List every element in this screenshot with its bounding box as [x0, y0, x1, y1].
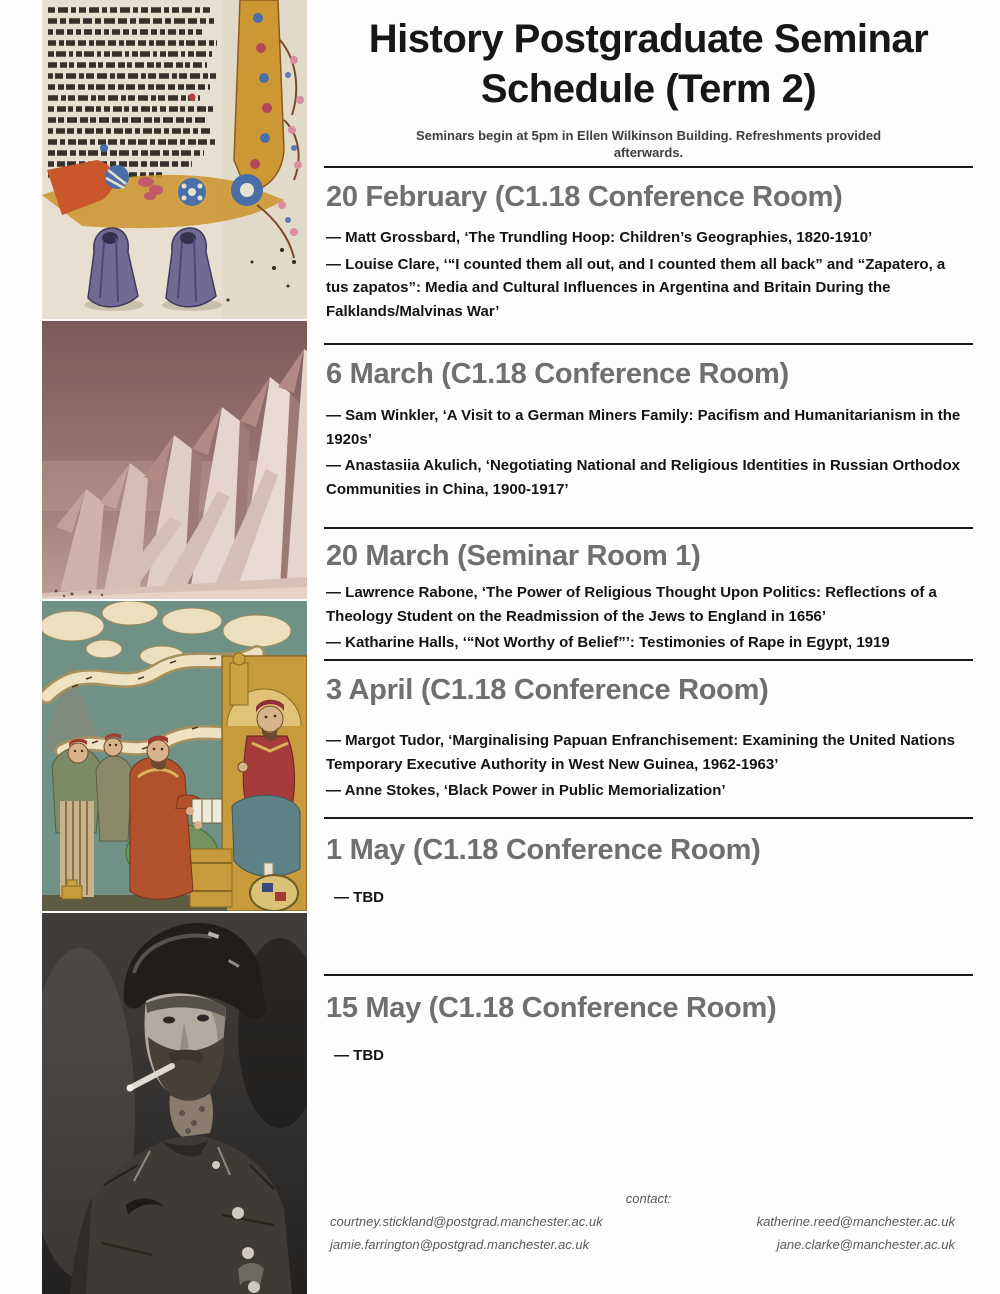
email-link-katherine[interactable]: katherine.reed@manchester.ac.uk: [756, 1214, 955, 1229]
seminar-item: — TBD: [334, 1047, 384, 1064]
section-items-3-april: [326, 729, 971, 806]
email-link-jamie[interactable]: jamie.farrington@postgrad.manchester.ac.uk: [330, 1237, 590, 1252]
woodcut-print-art: [42, 601, 307, 911]
section-items-20-february: [326, 226, 971, 326]
section-items-6-march: [326, 404, 971, 504]
woodcut-print-image: [42, 601, 307, 911]
contact-emails-left: [330, 1210, 603, 1256]
image-column: [42, 0, 307, 1294]
seminar-item: — Anne Stokes, ‘Black Power in Public Memorialization’: [326, 782, 726, 799]
seminar-item: — Margot Tudor, ‘Marginalising Papuan Enfranchisement: Examining the United Nations Temporary Executive Authority in West New Guinea, 1962-1963’: [326, 732, 955, 773]
section-heading-15-may: 15 May (C1.18 Conference Room): [326, 992, 777, 1024]
email-link-jane[interactable]: jane.clarke@manchester.ac.uk: [776, 1237, 955, 1252]
illuminated-manuscript-art: [42, 0, 307, 319]
section-heading-6-march: 6 March (C1.18 Conference Room): [326, 358, 789, 390]
section-divider: [324, 817, 973, 819]
section-divider: [324, 974, 973, 976]
contact-emails-right: [757, 1210, 955, 1256]
section-heading-3-april: 3 April (C1.18 Conference Room): [326, 674, 769, 706]
section-divider: [324, 166, 973, 168]
concrete-architecture-image: [42, 321, 307, 599]
seminar-item: — TBD: [334, 889, 384, 906]
section-divider: [324, 659, 973, 661]
section-items-1-may: [326, 886, 979, 913]
section-items-15-may: [326, 1044, 979, 1071]
section-items-20-march: [326, 581, 971, 658]
illuminated-manuscript-image: [42, 0, 307, 319]
contact-label: contact:: [625, 1191, 672, 1206]
subtitle-line-2: afterwards.: [613, 145, 684, 160]
page-title-line-2: Schedule (Term 2): [480, 67, 817, 111]
subtitle-line-1: Seminars begin at 5pm in Ellen Wilkinson Building. Refreshments provided: [415, 128, 882, 143]
email-link-courtney[interactable]: courtney.stickland@postgrad.manchester.ac.uk: [330, 1214, 603, 1229]
seminar-item: — Anastasiia Akulich, ‘Negotiating National and Religious Identities in Russian Orthodox Communities in China, 1900-1917’: [326, 457, 960, 498]
subtitle: [324, 127, 973, 161]
section-divider: [324, 343, 973, 345]
schedule-content: [324, 0, 973, 1294]
seminar-item: — Sam Winkler, ‘A Visit to a German Miners Family: Pacifism and Humanitarianism in the 1920s’: [326, 407, 961, 448]
section-heading-1-may: 1 May (C1.18 Conference Room): [326, 834, 761, 866]
page-title: [324, 14, 973, 114]
section-heading-20-march: 20 March (Seminar Room 1): [326, 540, 701, 572]
seminar-item: — Lawrence Rabone, ‘The Power of Religious Thought Upon Politics: Reflections of a Theology Student on the Readmission of the Jews to England in 1656’: [326, 584, 937, 625]
page-title-line-1: History Postgraduate Seminar: [368, 17, 929, 61]
concrete-architecture-art: [42, 321, 307, 599]
seminar-item: — Katharine Halls, ‘“Not Worthy of Belief”’: Testimonies of Rape in Egypt, 1919: [326, 634, 890, 651]
seminar-item: — Louise Clare, ‘“I counted them all out, and I counted them all back” and “Zapatero, a tus zapatos”: Media and Cultural Influences in Argentina and Britain During the Falklands/Malvinas War’: [326, 255, 946, 320]
section-divider: [324, 527, 973, 529]
soldier-portrait-image: [42, 913, 307, 1294]
seminar-item: — Matt Grossbard, ‘The Trundling Hoop: Children’s Geographies, 1820-1910’: [326, 229, 873, 246]
section-heading-20-february: 20 February (C1.18 Conference Room): [326, 181, 843, 213]
soldier-portrait-art: [42, 913, 307, 1294]
